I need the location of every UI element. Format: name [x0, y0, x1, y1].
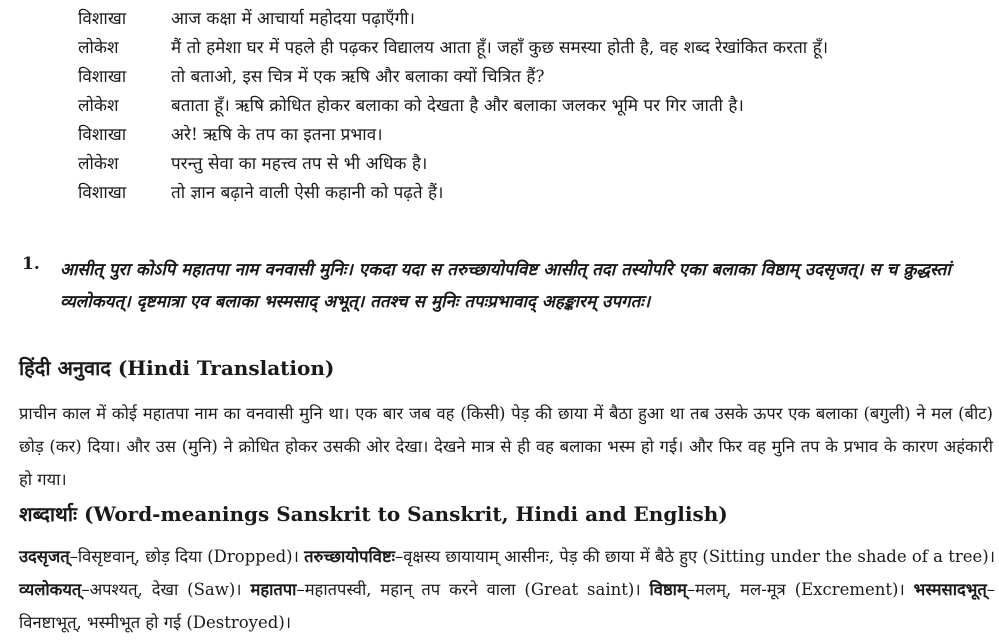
speaker-name: विशाखा: [78, 125, 127, 145]
glossary-term: तरुच्छायोपविष्टः: [304, 547, 395, 566]
glossary-meaning: –विसृष्टवान्, छोड़ दिया (Dropped)।: [69, 547, 305, 566]
glossary-meaning: –वृक्षस्य छायायाम् आसीनः, पेड़ की छाया में बैठे हुए (Sitting under the shade of a tree)।: [394, 547, 995, 566]
glossary-heading: शब्दार्थाः (Word-meanings Sanskrit to Sanskrit, Hindi and English): [19, 502, 728, 526]
translation-heading: हिंदी अनुवाद (Hindi Translation): [19, 356, 335, 380]
dialogue-text: आज कक्षा में आचार्या महोदया पढ़ाएँगी।: [171, 9, 415, 29]
dialogue-line: [78, 6, 993, 35]
translation-paragraph: प्राचीन काल में कोई महातपा नाम का वनवासी मुनि था। एक बार जब वह (किसी) पेड़ की छाया में बैठा हुआ था तब उसके ऊपर एक बलाका (बगुली) ने मल (बीट) छोड़ (कर) दिया। और उस (मुनि) ने क्रोधित होकर उसकी ओर देखा। देखने मात्र से ही वह बलाका भस्म हो गई। और फिर वह मुनि तप के प्रभाव के कारण अहंकारी हो गया।: [19, 404, 993, 489]
dialogue-line: [78, 122, 993, 151]
glossary-meaning: –विनष्टाभूत्, भस्मीभूत हो गई (Destroyed)।: [19, 580, 995, 632]
dialogue-line: [78, 180, 993, 209]
glossary-meaning: –महातपस्वी, महान् तप करने वाला (Great saint)।: [296, 580, 650, 599]
dialogue-line: [78, 64, 993, 93]
passage-number: 1.: [22, 254, 40, 274]
dialogue-line: [78, 93, 993, 122]
dialogue-text: मैं तो हमेशा घर में पहले ही पढ़कर विद्यालय आता हूँ। जहाँ कुछ समस्या होती है, वह शब्द रेखांकित करता हूँ।: [171, 38, 829, 58]
glossary-meaning: –अपश्यत्, देखा (Saw)।: [81, 580, 251, 599]
glossary-term: भस्मसादभूत्: [913, 580, 987, 599]
passage-text: आसीत् पुरा कोऽपि महातपा नाम वनवासी मुनिः। एकदा यदा स तरुच्छायोपविष्ट आसीत् तदा तस्योपरि एका बलाका विष्ठाम् उदसृजत्। स च क्रुद्धस्तां व्यलोकयत्। दृष्टमात्रा एव बलाका भस्मसाद् अभूत्। ततश्च स मुनिः तपःप्रभावाद् अहङ्कारम् उपगतः।: [60, 260, 951, 312]
speaker-name: विशाखा: [78, 9, 127, 29]
sanskrit-passage: [22, 254, 994, 318]
dialogue-text: बताता हूँ। ऋषि क्रोधित होकर बलाका को देखता है और बलाका जलकर भूमि पर गिर जाती है।: [171, 96, 744, 116]
dialogue-text: तो बताओ, इस चित्र में एक ऋषि और बलाका क्यों चित्रित हैं?: [171, 67, 545, 87]
glossary-meaning: –मलम्, मल-मूत्र (Excrement)।: [686, 580, 914, 599]
glossary-term: व्यलोकयत्: [19, 580, 82, 599]
speaker-name: लोकेश: [78, 38, 119, 58]
dialogue-text: परन्तु सेवा का महत्त्व तप से भी अधिक है।: [171, 154, 428, 174]
dialogue-text: अरे! ऋषि के तप का इतना प्रभाव।: [171, 125, 383, 145]
speaker-name: विशाखा: [78, 183, 127, 203]
speaker-name: लोकेश: [78, 154, 119, 174]
glossary-term: उदसृजत्: [19, 547, 70, 566]
dialogue-line: [78, 35, 993, 64]
glossary-term: विष्ठाम्: [649, 580, 687, 599]
dialogue-line: [78, 151, 993, 180]
glossary-term: महातपा: [250, 580, 297, 599]
speaker-name: लोकेश: [78, 96, 119, 116]
dialogue-section: [78, 6, 993, 209]
glossary-paragraph: [19, 540, 995, 639]
speaker-name: विशाखा: [78, 67, 127, 87]
dialogue-text: तो ज्ञान बढ़ाने वाली ऐसी कहानी को पढ़ते हैं।: [171, 183, 444, 203]
